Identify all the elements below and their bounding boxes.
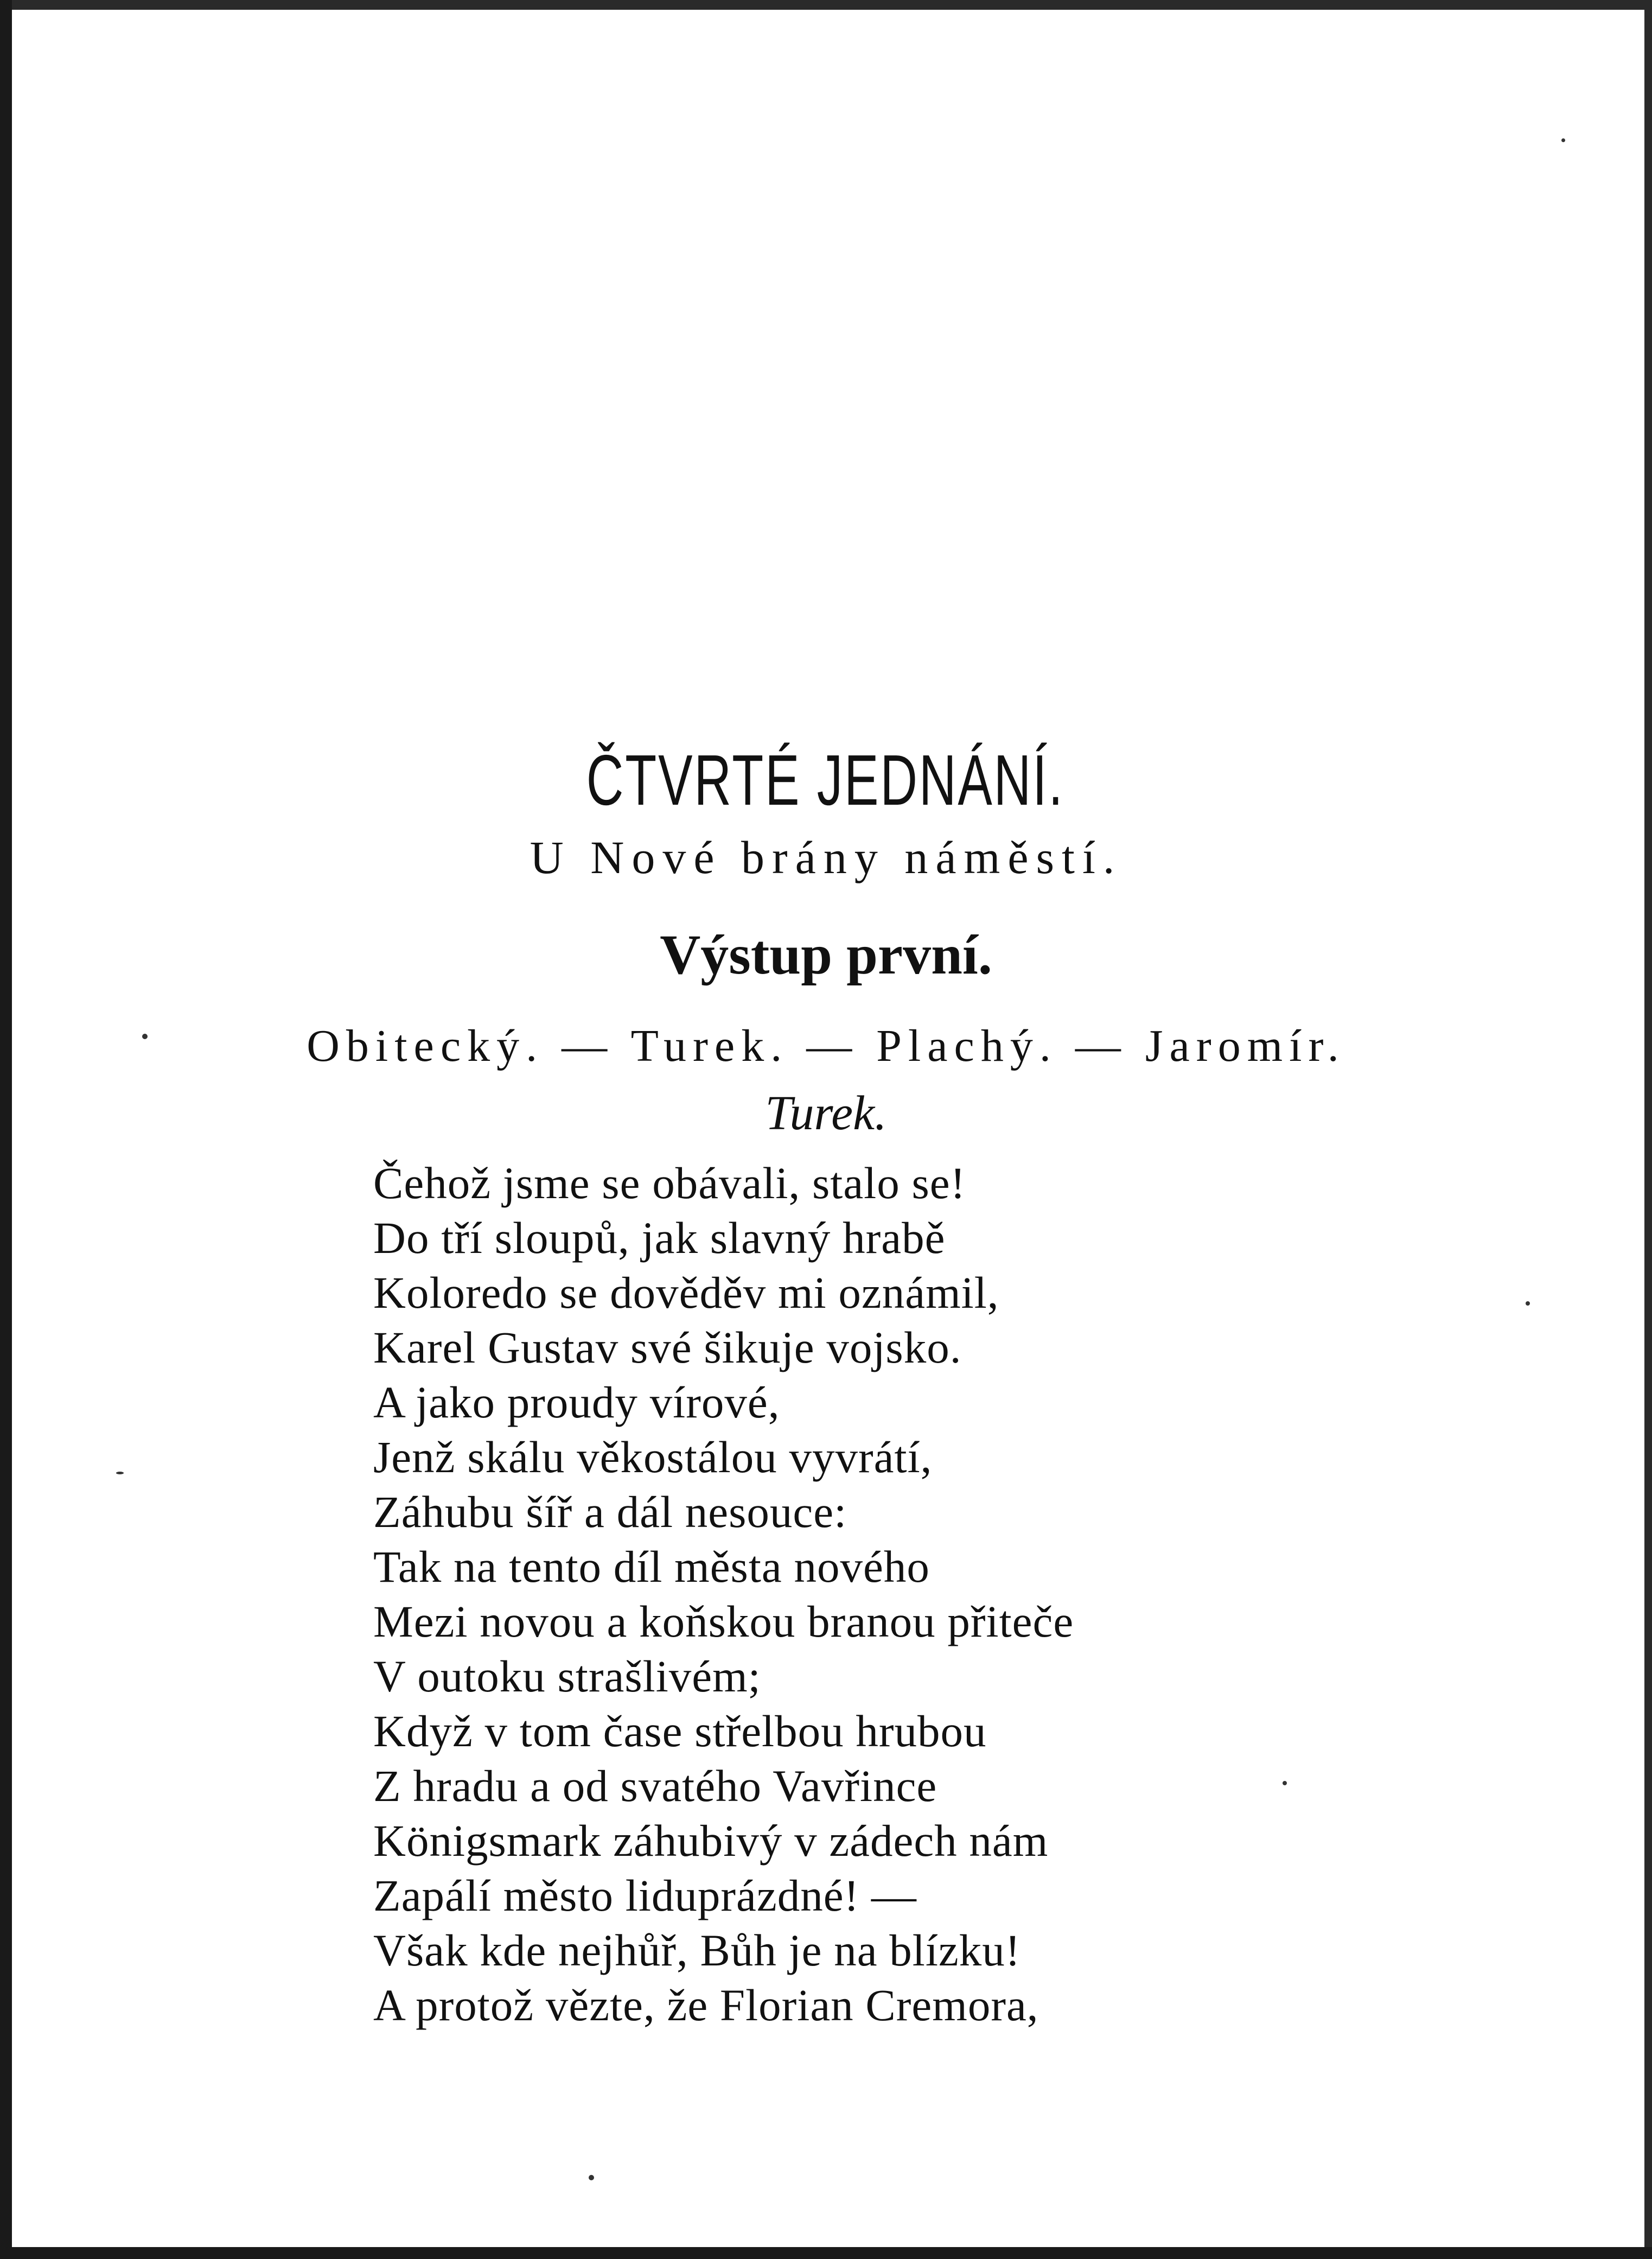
scan-border-top bbox=[0, 0, 1652, 10]
scan-speck bbox=[1283, 1781, 1287, 1785]
verse-line: Koloredo se dověděv mi oznámil, bbox=[373, 1268, 999, 1318]
verse-line: Zapálí město liduprázdné! — bbox=[373, 1870, 917, 1920]
verse-line: A jako proudy vírové, bbox=[373, 1377, 780, 1427]
scan-speck bbox=[589, 2175, 594, 2180]
verse-line: Königsmark záhubivý v zádech nám bbox=[373, 1816, 1049, 1866]
verse-line: Však kde nejhůř, Bůh je na blízku! bbox=[373, 1925, 1021, 1975]
verse-line: Z hradu a od svatého Vavřince bbox=[373, 1761, 937, 1811]
verse-line: Tak na tento díl města nového bbox=[373, 1542, 930, 1592]
scene-setting: U Nové brány náměstí. bbox=[530, 831, 1122, 883]
verse-block bbox=[373, 1156, 1074, 2033]
verse-line: Záhubu šíř a dál nesouce: bbox=[373, 1487, 847, 1537]
scan-speck bbox=[116, 1472, 124, 1474]
scene-title: Výstup první. bbox=[660, 924, 992, 986]
speaker-name: Turek. bbox=[765, 1086, 887, 1140]
verse-line: A protož vězte, že Florian Cremora, bbox=[373, 1980, 1039, 2030]
verse-line: V outoku strašlivém; bbox=[373, 1651, 761, 1701]
scan-border-bottom bbox=[0, 2247, 1652, 2259]
character-list: Obitecký. — Turek. — Plachý. — Jaromír. bbox=[307, 1021, 1345, 1071]
verse-line: Čehož jsme se obávali, stalo se! bbox=[373, 1158, 966, 1208]
scan-speck bbox=[1526, 1301, 1530, 1306]
verse-line: Do tří sloupů, jak slavný hrabě bbox=[373, 1213, 946, 1263]
verse-line: Jenž skálu věkostálou vyvrátí, bbox=[373, 1432, 933, 1482]
verse-line: Karel Gustav své šikuje vojsko. bbox=[373, 1322, 962, 1372]
verse-line: Mezi novou a koňskou branou přiteče bbox=[373, 1596, 1074, 1646]
verse-line: Když v tom čase střelbou hrubou bbox=[373, 1706, 987, 1756]
act-title: ČTVRTÉ JEDNÁNÍ. bbox=[586, 740, 1064, 820]
scan-speck bbox=[1561, 138, 1565, 142]
